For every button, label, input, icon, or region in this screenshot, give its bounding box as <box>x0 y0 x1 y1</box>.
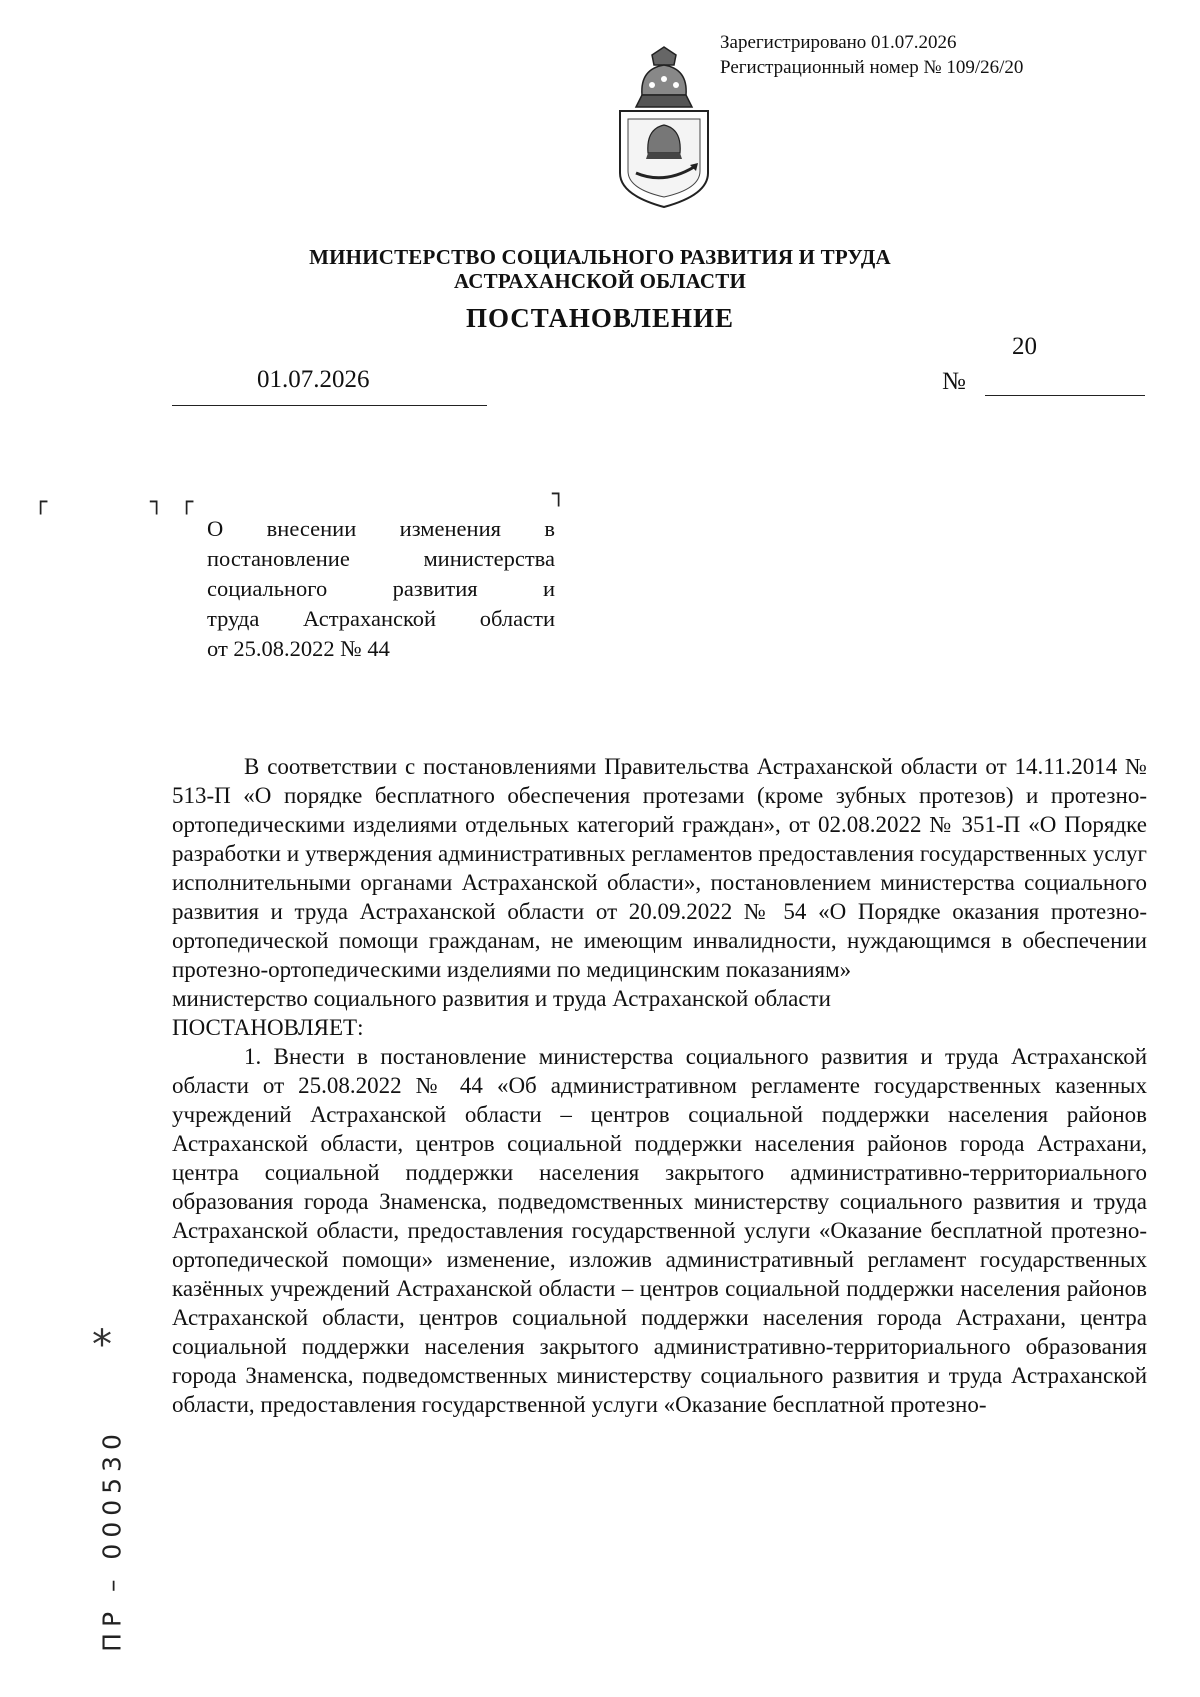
margin-document-code: ПР – 000530 <box>97 1428 127 1652</box>
margin-star-mark: * <box>92 1322 112 1368</box>
corner-mark: ┐ <box>552 482 566 507</box>
ministry-line-2: АСТРАХАНСКОЙ ОБЛАСТИ <box>453 269 747 293</box>
preamble-paragraph: В соответствии с постановлениями Правительства Астраханской области от 14.11.2014 № 513-П «О порядке бесплатного обеспечения протезами (кроме зубных протезов) и протезно-ортопедическими изделиями отдельных категорий граждан», от 02.08.2022 № 351-П «О Порядке разработки и утверждения административных регламентов предоставления государственных услуг исполнительными органами Астраханской области», постановлением министерства социального развития и труда Астраханской области от 20.09.2022 № 54 «О Порядке оказания протезно-ортопедической помощи гражданам, не имеющим инвалидности, нуждающимся в обеспечении протезно-ортопедическими изделиями по медицинским показаниям» <box>172 754 1147 982</box>
ministry-line-1: МИНИСТЕРСТВО СОЦИАЛЬНОГО РАЗВИТИЯ И ТРУДА <box>309 245 891 269</box>
astrakhan-coat-of-arms-icon <box>612 45 716 211</box>
document-subject <box>207 514 555 664</box>
registration-date: Зарегистрировано 01.07.2026 <box>720 32 957 53</box>
issuer-line: министерство социального развития и труда Астраханской области <box>172 986 831 1011</box>
document-date: 01.07.2026 <box>257 366 370 393</box>
number-underline <box>985 395 1145 396</box>
subject-line: О внесении изменения в <box>207 516 555 541</box>
corner-mark: ┌ <box>180 490 194 515</box>
document-type: ПОСТАНОВЛЕНИЕ <box>465 303 735 333</box>
document-number: 20 <box>1012 333 1037 360</box>
date-underline <box>172 405 487 406</box>
subject-line: постановление министерства <box>207 546 555 571</box>
document-body <box>172 752 1147 1419</box>
subject-line: социального развития и <box>207 576 555 601</box>
resolves-line: ПОСТАНОВЛЯЕТ: <box>172 1015 364 1040</box>
corner-mark: ┌ <box>34 490 48 515</box>
ministry-name <box>0 245 1200 293</box>
number-label: № <box>942 368 966 395</box>
item-1-paragraph: 1. Внести в постановление министерства социального развития и труда Астраханской области от 25.08.2022 № 44 «Об административном регламенте государственных казенных учреждений Астраханской области – центров социальной поддержки населения районов Астраханской области, центров социальной поддержки населения районов города Астрахани, центра социальной поддержки населения закрытого административно-территориального образования города Знаменска, подведомственных министерству социального развития и труда Астраханской области, предоставления государственной услуги «Оказание бесплатной протезно-ортопедической помощи» изменение, изложив административный регламент государственных казённых учреждений Астраханской области – центров социальной поддержки населения районов Астраханской области, центров социальной поддержки населения города Астрахани, центра социальной поддержки населения закрытого административно-территориального образования города Знаменска, подведомственных министерству социального развития и труда Астраханской области, предоставления государственной услуги «Оказание бесплатной протезно- <box>172 1044 1147 1417</box>
corner-mark: ┐ <box>150 490 164 515</box>
subject-line: труда Астраханской области <box>207 606 555 631</box>
registration-stamp <box>720 30 1023 80</box>
registration-number: Регистрационный номер № 109/26/20 <box>720 57 1024 78</box>
subject-line: от 25.08.2022 № 44 <box>207 636 390 661</box>
